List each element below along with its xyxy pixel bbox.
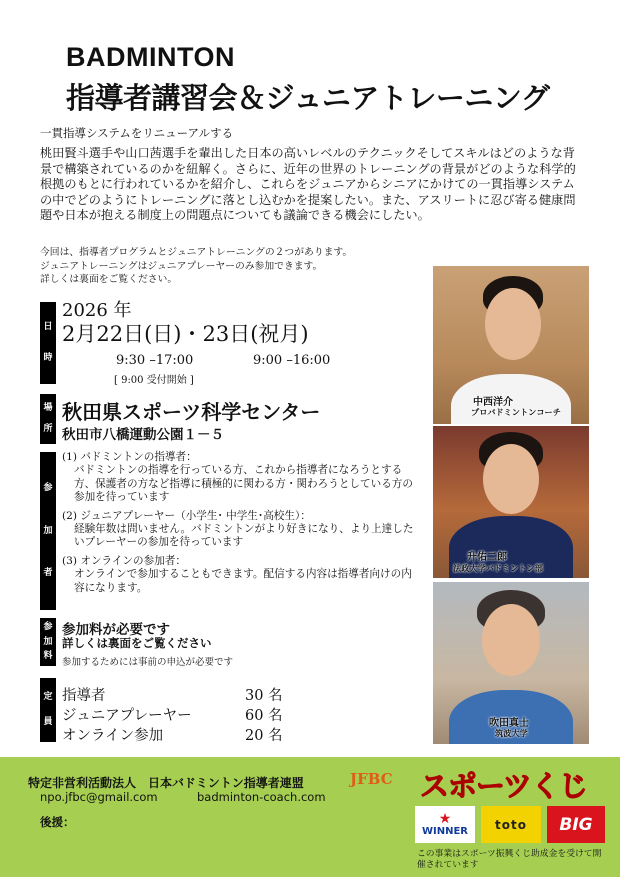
instructor-photo	[433, 266, 589, 424]
capacity-count: 20 名	[245, 728, 283, 744]
subtitle: 一貫指導システムをリニューアルする	[40, 126, 234, 140]
toto-logo: toto	[481, 806, 541, 843]
note-line: 今回は、指導者プログラムとジュニアトレーニングの２つがあります。	[40, 247, 353, 258]
fee-subtitle: 詳しくは裏面をご覧ください	[62, 636, 212, 650]
contact-email[interactable]: npo.jfbc@gmail.com	[40, 790, 158, 804]
capacity-row	[62, 704, 283, 725]
capacity-row	[62, 724, 283, 745]
instructor-photo	[433, 426, 589, 578]
label-datetime: 日 時	[40, 302, 56, 384]
capacity-row	[62, 684, 283, 705]
group-head: (2) ジュニアプレーヤー（小学生･ 中学生･高校生）：	[62, 509, 311, 522]
group-head: (1) バドミントンの指導者：	[62, 451, 197, 463]
capacity-name: 指導者	[62, 688, 106, 704]
sports-lottery-logo: スポーツくじ	[420, 769, 587, 803]
participant-group	[62, 510, 422, 550]
reception-time: [ 9:00 受付開始 ]	[114, 375, 194, 386]
event-year: 2026 年	[62, 300, 132, 321]
group-desc: バドミントンの指導を行っている方、これから指導者になろうとする方、保護者の方など指導に積極的に関わる方・関わろうとしている方の参加を待っています	[74, 464, 413, 504]
group-desc: オンラインで参加することもできます。配信する内容は指導者向けの内容になります。	[74, 568, 412, 594]
support-label: 後援：	[40, 815, 75, 829]
time-day2: 9:00 –16:00	[253, 353, 331, 368]
instructor-name: 中西洋介	[473, 397, 513, 408]
label-participants: 参 加 者	[40, 452, 56, 610]
label-capacity: 定 員	[40, 678, 56, 742]
participant-group	[62, 451, 422, 505]
winner-logo: ★ WINNER	[415, 806, 475, 843]
label-venue: 場 所	[40, 394, 56, 444]
website-link[interactable]: badminton-coach.com	[197, 790, 326, 804]
label-fee: 参 加 料	[40, 618, 56, 666]
note-line: 詳しくは裏面をご覧ください。	[40, 274, 178, 285]
title-badminton: BADMINTON	[66, 42, 235, 72]
organizer-name: 特定非営利活動法人 日本バドミントン指導者連盟	[28, 776, 304, 790]
instructor-name: 吹田真士	[489, 718, 529, 729]
time-day1: 9:30 –17:00	[116, 353, 194, 368]
star-icon: ★	[438, 811, 452, 827]
note-line: ジュニアトレーニングはジュニアプレーヤーのみ参加できます。	[40, 260, 323, 272]
venue-name: 秋田県スポーツ科学センター	[62, 400, 321, 424]
capacity-name: オンライン参加	[62, 728, 164, 744]
lottery-note: この事業はスポーツ振興くじ助成金を受けて開催されています	[417, 849, 602, 870]
face	[483, 444, 539, 514]
capacity-name: ジュニアプレーヤー	[62, 708, 192, 724]
instructor-name: 升佑二郎	[467, 552, 507, 563]
fee-title: 参加料が必要です	[62, 622, 170, 638]
instructor-role: 筑波大学	[495, 728, 528, 738]
participant-group	[62, 555, 422, 595]
venue-address: 秋田市八橋運動公園１－５	[62, 427, 224, 443]
event-dates: 2月22日(日)・23日(祝月)	[62, 322, 309, 346]
big-logo: BIG	[547, 806, 605, 843]
capacity-count: 60 名	[245, 708, 283, 724]
instructor-role: プロバドミントンコーチ	[471, 407, 561, 417]
group-desc: 経験年数は問いません。バドミントンがより好きになり、より上達したいプレーヤーの参加を待っています	[74, 523, 414, 549]
fee-note: 参加するためには事前の申込が必要です	[62, 657, 234, 668]
instructor-photo	[433, 582, 589, 744]
capacity-count: 30 名	[245, 688, 283, 704]
face	[485, 288, 541, 360]
page-title: 指導者講習会＆ジュニアトレーニング	[66, 81, 550, 115]
group-head: (3) オンラインの参加者：	[62, 554, 186, 567]
intro-paragraph: 桃田賢斗選手や山口茜選手を輩出した日本の高いレベルのテクニックそしてスキルはどのような背景で構築されているのかを紐解く。さらに、近年の世界のトレーニングの背景がどのような科学的根拠のもとに行われているかを紹介し、これらをジュニアからシニアにかけての一貫指導システムの中でどのようにトレーニングに落とし込むかを提案したい。また、アスリートに忍び寄る健康問題や日本が抱える制度上の問題点についても議論できる機会にしたい。	[40, 146, 576, 223]
instructor-role: 法政大学バドミントン部	[453, 563, 543, 573]
participants-list	[62, 451, 422, 600]
face	[482, 604, 540, 676]
jfbc-logo: JFBC	[350, 770, 393, 788]
notes	[40, 246, 420, 287]
